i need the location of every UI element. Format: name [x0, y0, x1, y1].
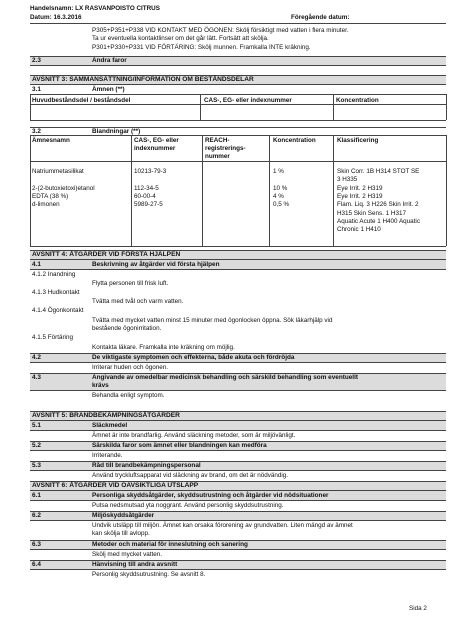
table-row-cas: 60-00-4 [134, 193, 156, 200]
table-row-concentration: 0,5 % [273, 201, 290, 208]
body-text: Behandla enligt symptom. [92, 392, 165, 399]
subsection-title: Blandningar (**) [92, 128, 141, 135]
subsection-title: Andra faror [92, 57, 127, 64]
table-row-concentration: 1 % [273, 168, 284, 175]
rule [30, 450, 446, 451]
table-row-name: Natriummetasilikat [32, 168, 84, 175]
classification-line: Eye Irrit. 2 H319 [337, 185, 383, 192]
table-header: Huvudbeståndsdel / beståndsdel [32, 97, 131, 104]
precaution-line: P305+P351+P338 VID KONTAKT MED ÖGONEN: Skölj försiktigt med vatten i flera minuter. [92, 27, 349, 34]
rule [30, 569, 446, 570]
section-5-title: AVSNITT 5: BRANDBEKÄMPNINGSÅTGÄRDER [32, 412, 180, 419]
rule [30, 65, 446, 66]
subsection-title: krävs [92, 382, 109, 389]
body-text: Putsa nedsmutsad yta noggrant. Använd personlig skyddsutrustning. [92, 502, 284, 509]
body-text: Skölj med mycket vatten. [92, 551, 162, 558]
rule [202, 135, 203, 246]
body-text: Tvätta med mycket vatten minst 15 minuter med ögonlocken öppna. Sök läkarhjälp vid [92, 317, 333, 324]
rule [30, 390, 446, 391]
table-header-name: Ämnesnamn [32, 137, 70, 144]
subsection-title: Särskilda faror som ämnet eller blandningen kan medföra [92, 442, 267, 449]
subsection-title: Angivande av omedelbar medicinsk behandling och särskild behandling som eventuellt [92, 374, 358, 381]
subsection-number: 6.2 [32, 512, 41, 519]
rule [30, 127, 446, 128]
table-header: Koncentration [336, 97, 379, 104]
rule [269, 135, 270, 246]
subheading: 4.1.5 Förtäring [32, 334, 73, 341]
table-header-classification: Klassificering [337, 137, 379, 144]
rule [30, 84, 446, 85]
subsection-number: 4.3 [32, 374, 41, 381]
rule [30, 362, 446, 363]
table-header-reach: registrerings- [205, 145, 246, 152]
rule [30, 104, 446, 105]
rule [30, 520, 446, 521]
table-header-cas: indexnummer [134, 145, 176, 152]
subsection-number: 5.2 [32, 442, 41, 449]
rule [446, 94, 447, 120]
classification-line: H315 Skin Sens. 1 H317 [337, 210, 406, 217]
rule [30, 94, 31, 120]
subsection-title: Släckmedel [92, 422, 128, 429]
subsection-title: Miljöskyddsåtgärder [92, 512, 155, 519]
body-text: Undvik utsläpp till miljön. Ämnet kan orsaka förorening av grundvatten. Liten mängd av ämnet [92, 522, 353, 529]
body-text: bestående ögonirritation. [92, 325, 162, 332]
subheading: 4.1.2 Inandning [32, 271, 76, 278]
subsection-number: 6.4 [32, 561, 41, 568]
rule [446, 135, 447, 246]
table-header-reach: REACH- [205, 137, 230, 144]
page-number: Sida 2 [409, 605, 427, 612]
table-header-reach: nummer [205, 153, 230, 160]
subsection-title: Personliga skyddsåtgärder, skyddsutrustning och åtgärder vid nödsituationer [92, 492, 329, 499]
product-name: Handelsnamn: LX RASVANPOISTO CITRUS [30, 5, 160, 12]
classification-line: Chronic 1 H410 [337, 226, 381, 233]
subsection-number: 5.1 [32, 422, 41, 429]
table-row-concentration: 4 % [273, 193, 284, 200]
rule [30, 430, 446, 431]
precaution-line: P301+P330+P331 VID FÖRTÄRING: Skölj munnen. Framkalla INTE kräkning. [92, 44, 311, 51]
rule [30, 135, 31, 246]
rule [200, 94, 201, 120]
section-3-title: AVSNITT 3: SAMMANSÄTTNING/INFORMATION OM BESTÅNDSDELAR [32, 76, 254, 83]
rule [30, 161, 446, 162]
table-row-cas: 10213-79-3 [134, 168, 167, 175]
classification-line: Skin Corr. 1B H314 STOT SE [337, 168, 420, 175]
table-row-concentration: 10 % [273, 185, 288, 192]
header-divider [30, 23, 446, 24]
subsection-number: 4.1 [32, 261, 41, 268]
body-text: Använd tryckluftsapparat vid släckning av brand, om det är nödvändig. [92, 472, 289, 479]
subsection-number: 2.3 [32, 57, 41, 64]
subsection-title: Ämnen (**) [92, 86, 125, 93]
section-4-title: AVSNITT 4: ÅTGÄRDER VID FÖRSTA HJÄLPEN [32, 251, 181, 258]
table-row-cas: 112-34-5 [134, 185, 159, 192]
subsection-title: Beskrivning av åtgärder vid första hjälpen [92, 261, 220, 268]
section-6-title: AVSNITT 6: ÅTGÄRDER VID OAVSIKTLIGA UTSLÄPP [32, 482, 199, 489]
rule [30, 246, 446, 247]
subsection-number: 6.3 [32, 541, 41, 548]
rule [131, 135, 132, 246]
rule [30, 500, 446, 501]
subsection-title: Metoder och material för inneslutning och sanering [92, 541, 248, 548]
table-row-name: d-limonen [32, 201, 60, 208]
table-header-cas: CAS-, EG- eller [134, 137, 179, 144]
body-text: Tvätta med tvål och varm vatten. [92, 298, 184, 305]
rule [30, 269, 446, 270]
subsection-number: 5.3 [32, 462, 41, 469]
subheading: 4.1.4 Ögonkontakt [32, 307, 84, 314]
body-text: Personlig skyddsutrustning. Se avsnitt 8. [92, 571, 206, 578]
rule [333, 135, 334, 246]
subsection-number: 3.1 [32, 86, 41, 93]
body-text: Irriterande. [92, 452, 123, 459]
body-text: kan skölja till avlopp. [92, 530, 150, 537]
subsection-number: 6.1 [32, 492, 41, 499]
body-text: Ämnet är inte brandfarlig. Använd släckning metoder, som är miljövänligt. [92, 432, 296, 439]
classification-line: Flam. Liq. 3 H226 Skin Irrit. 2 [337, 201, 419, 208]
table-row-name: 2-(2-butoxietoxi)etanol [32, 185, 95, 192]
table-header: CAS-, EG- eller indexnummer [204, 97, 292, 104]
rule [30, 94, 446, 95]
body-text: Flytta personen till frisk luft. [92, 280, 169, 287]
rule [30, 470, 446, 471]
document-date: Datum: 16.3.2016 [30, 14, 82, 21]
subsection-number: 3.2 [32, 128, 41, 135]
subheading: 4.1.3 Hudkontakt [32, 289, 80, 296]
rule [333, 94, 334, 120]
table-row-name: EDTA (38 %) [32, 193, 69, 200]
body-text: Kontakta läkare. Framkalla inte kräkning om möjlig. [92, 344, 235, 351]
table-row-cas: 5989-27-5 [134, 201, 163, 208]
classification-line: 3 H335 [337, 176, 358, 183]
subsection-title: Råd till brandbekämpningspersonal [92, 462, 201, 469]
rule [30, 549, 446, 550]
precaution-line: Ta ur eventuella kontaktlinser om det går lätt. Fortsätt att skölja. [92, 35, 269, 42]
body-text: Irriterar huden och ögonen. [92, 364, 168, 371]
rule [30, 135, 446, 136]
subsection-title: Hänvisning till andra avsnitt [92, 561, 178, 568]
subsection-title: De viktigaste symptomen och effekterna, både akuta och fördröjda [92, 354, 295, 361]
subsection-number: 4.2 [32, 354, 41, 361]
previous-date-label: Föregående datum: [291, 14, 350, 21]
classification-line: Aquatic Acute 1 H400 Aquatic [337, 218, 420, 225]
table-header-concentration: Koncentration [273, 137, 316, 144]
rule [30, 120, 446, 121]
classification-line: Eye Irrit. 2 H319 [337, 193, 383, 200]
